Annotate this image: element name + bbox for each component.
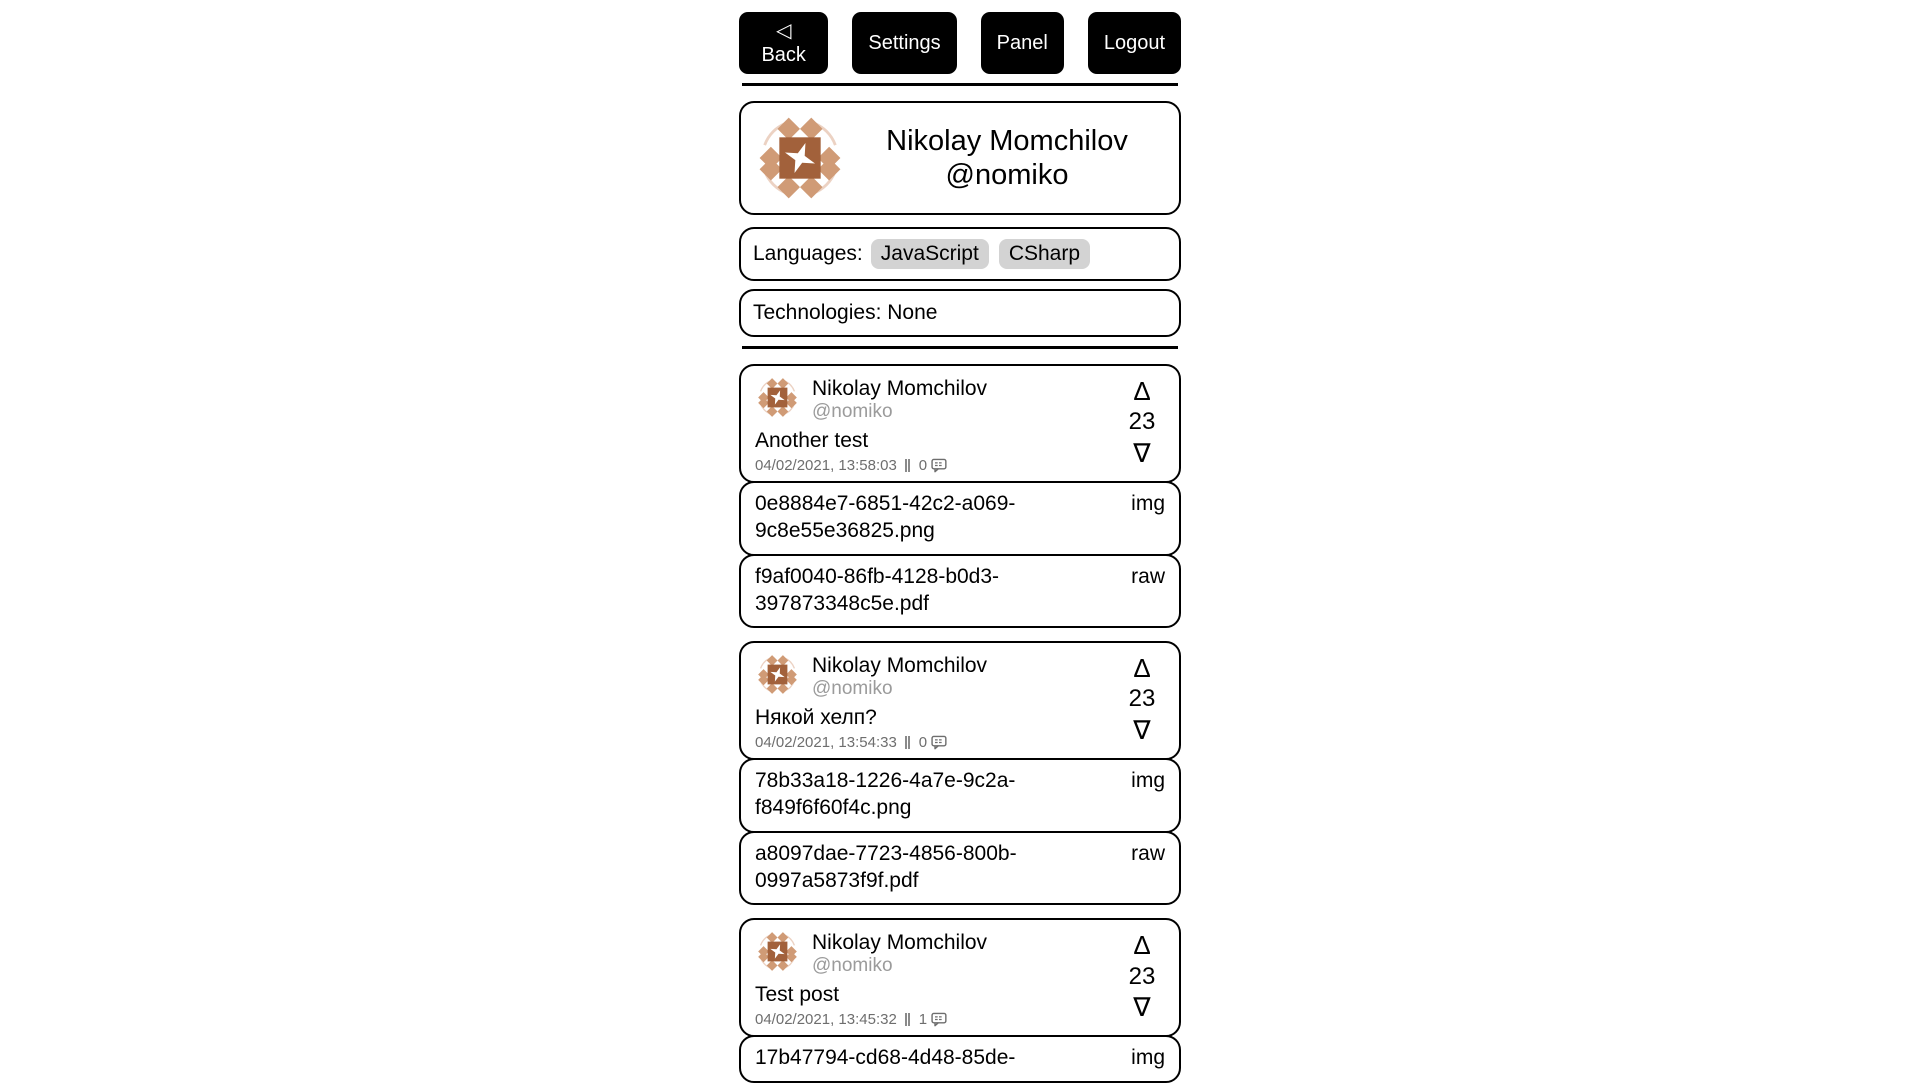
post-group <box>739 918 1181 1082</box>
post-user-block <box>812 929 987 977</box>
post-main <box>755 652 1119 751</box>
post-timestamp: 04/02/2021, 13:58:03 <box>755 456 897 474</box>
technologies-label: Technologies: None <box>753 301 938 324</box>
attachment-filename: f9af0040-86fb-4128-b0d3-397873348c5e.pdf <box>755 564 1000 615</box>
attachment-type-label: img <box>1131 491 1165 515</box>
attachment-filename: 78b33a18-1226-4a7e-9c2a-f849f6f60f4c.png <box>755 769 1016 820</box>
post-title: Another test <box>755 428 869 452</box>
vote-score: 23 <box>1128 962 1156 990</box>
attachment-filename: 17b47794-cd68-4d48-85de- <box>755 1046 1016 1070</box>
post-meta <box>755 1011 1119 1028</box>
comment-count: 1 <box>918 1011 928 1029</box>
post-card[interactable] <box>739 364 1181 483</box>
comment-count: 0 <box>918 734 928 752</box>
top-nav <box>739 0 1181 74</box>
separator-icon <box>905 736 910 749</box>
post-user-block <box>812 375 987 423</box>
post-header <box>755 375 1119 423</box>
attachment-type-label: img <box>1131 1046 1165 1070</box>
profile-handle: @nomiko <box>945 159 1069 191</box>
post-header <box>755 652 1119 700</box>
post-author-handle: @nomiko <box>812 678 893 700</box>
settings-button[interactable]: Settings <box>852 12 956 74</box>
vote-score: 23 <box>1128 408 1156 436</box>
separator-icon <box>905 459 910 472</box>
language-tags <box>871 239 1090 269</box>
post-author: Nikolay Momchilov <box>812 654 988 678</box>
post-author-handle: @nomiko <box>812 401 893 423</box>
back-button[interactable]: ◁ Back <box>739 12 828 74</box>
attachment-type-label: img <box>1131 769 1165 793</box>
attachment-filename: a8097dae-7723-4856-800b-0997a5873f9f.pdf <box>755 841 1017 893</box>
divider <box>742 346 1178 349</box>
post-avatar-icon <box>755 652 800 697</box>
post-author: Nikolay Momchilov <box>812 377 988 400</box>
attachment-row[interactable] <box>739 758 1181 833</box>
downvote-button[interactable]: ∇ <box>1133 992 1151 1023</box>
post-author-handle: @nomiko <box>812 955 893 977</box>
separator-icon <box>905 1013 910 1026</box>
post-main <box>755 929 1119 1028</box>
language-tag: CSharp <box>999 239 1090 269</box>
profile-card <box>739 101 1181 215</box>
attachment-type-label: raw <box>1131 841 1165 865</box>
divider <box>742 83 1178 86</box>
attachment-type-label: raw <box>1131 564 1165 588</box>
post-main <box>755 375 1119 474</box>
vote-column <box>1119 929 1165 1028</box>
panel-button[interactable]: Panel <box>981 12 1064 74</box>
post-meta <box>755 457 1119 474</box>
post-group <box>739 641 1181 905</box>
attachment-row[interactable] <box>739 554 1181 629</box>
post-avatar-icon <box>755 929 800 974</box>
post-card[interactable] <box>739 641 1181 760</box>
upvote-button[interactable]: Δ <box>1133 376 1151 406</box>
language-tag: JavaScript <box>871 239 989 269</box>
languages-label: Languages: <box>753 242 863 265</box>
downvote-button[interactable]: ∇ <box>1133 438 1151 469</box>
post-meta <box>755 734 1119 751</box>
attachment-row[interactable] <box>739 1035 1181 1082</box>
post-timestamp: 04/02/2021, 13:45:32 <box>755 1011 897 1029</box>
post-group <box>739 364 1181 628</box>
upvote-button[interactable]: Δ <box>1133 930 1151 961</box>
main-column <box>739 0 1181 1083</box>
post-avatar-icon <box>755 375 800 420</box>
attachment-row[interactable] <box>739 831 1181 906</box>
post-author: Nikolay Momchilov <box>812 931 988 955</box>
technologies-card <box>739 289 1181 337</box>
profile-avatar-icon <box>753 111 847 205</box>
comment-bubble-icon <box>931 458 947 473</box>
profile-names <box>847 124 1167 192</box>
logout-button[interactable]: Logout <box>1088 12 1181 74</box>
vote-column <box>1119 375 1165 474</box>
posts-list <box>739 364 1181 1083</box>
attachment-filename: 0e8884e7-6851-42c2-a069-9c8e55e36825.png <box>755 491 1016 543</box>
upvote-button[interactable]: Δ <box>1133 653 1151 684</box>
comment-bubble-icon <box>931 735 947 750</box>
post-title: Някой хелп? <box>755 706 877 730</box>
attachment-row[interactable] <box>739 481 1181 556</box>
profile-name: Nikolay Momchilov <box>886 124 1128 157</box>
post-card[interactable] <box>739 918 1181 1037</box>
vote-score: 23 <box>1128 685 1156 713</box>
attachments-list <box>739 758 1181 905</box>
post-timestamp: 04/02/2021, 13:54:33 <box>755 734 897 752</box>
languages-card <box>739 227 1181 281</box>
post-title: Test post <box>755 983 840 1007</box>
comment-count: 0 <box>918 456 928 474</box>
vote-column <box>1119 652 1165 751</box>
attachments-list <box>739 1035 1181 1082</box>
comment-bubble-icon <box>931 1012 947 1027</box>
downvote-button[interactable]: ∇ <box>1133 715 1151 746</box>
post-user-block <box>812 652 987 700</box>
attachments-list <box>739 481 1181 628</box>
post-header <box>755 929 1119 977</box>
